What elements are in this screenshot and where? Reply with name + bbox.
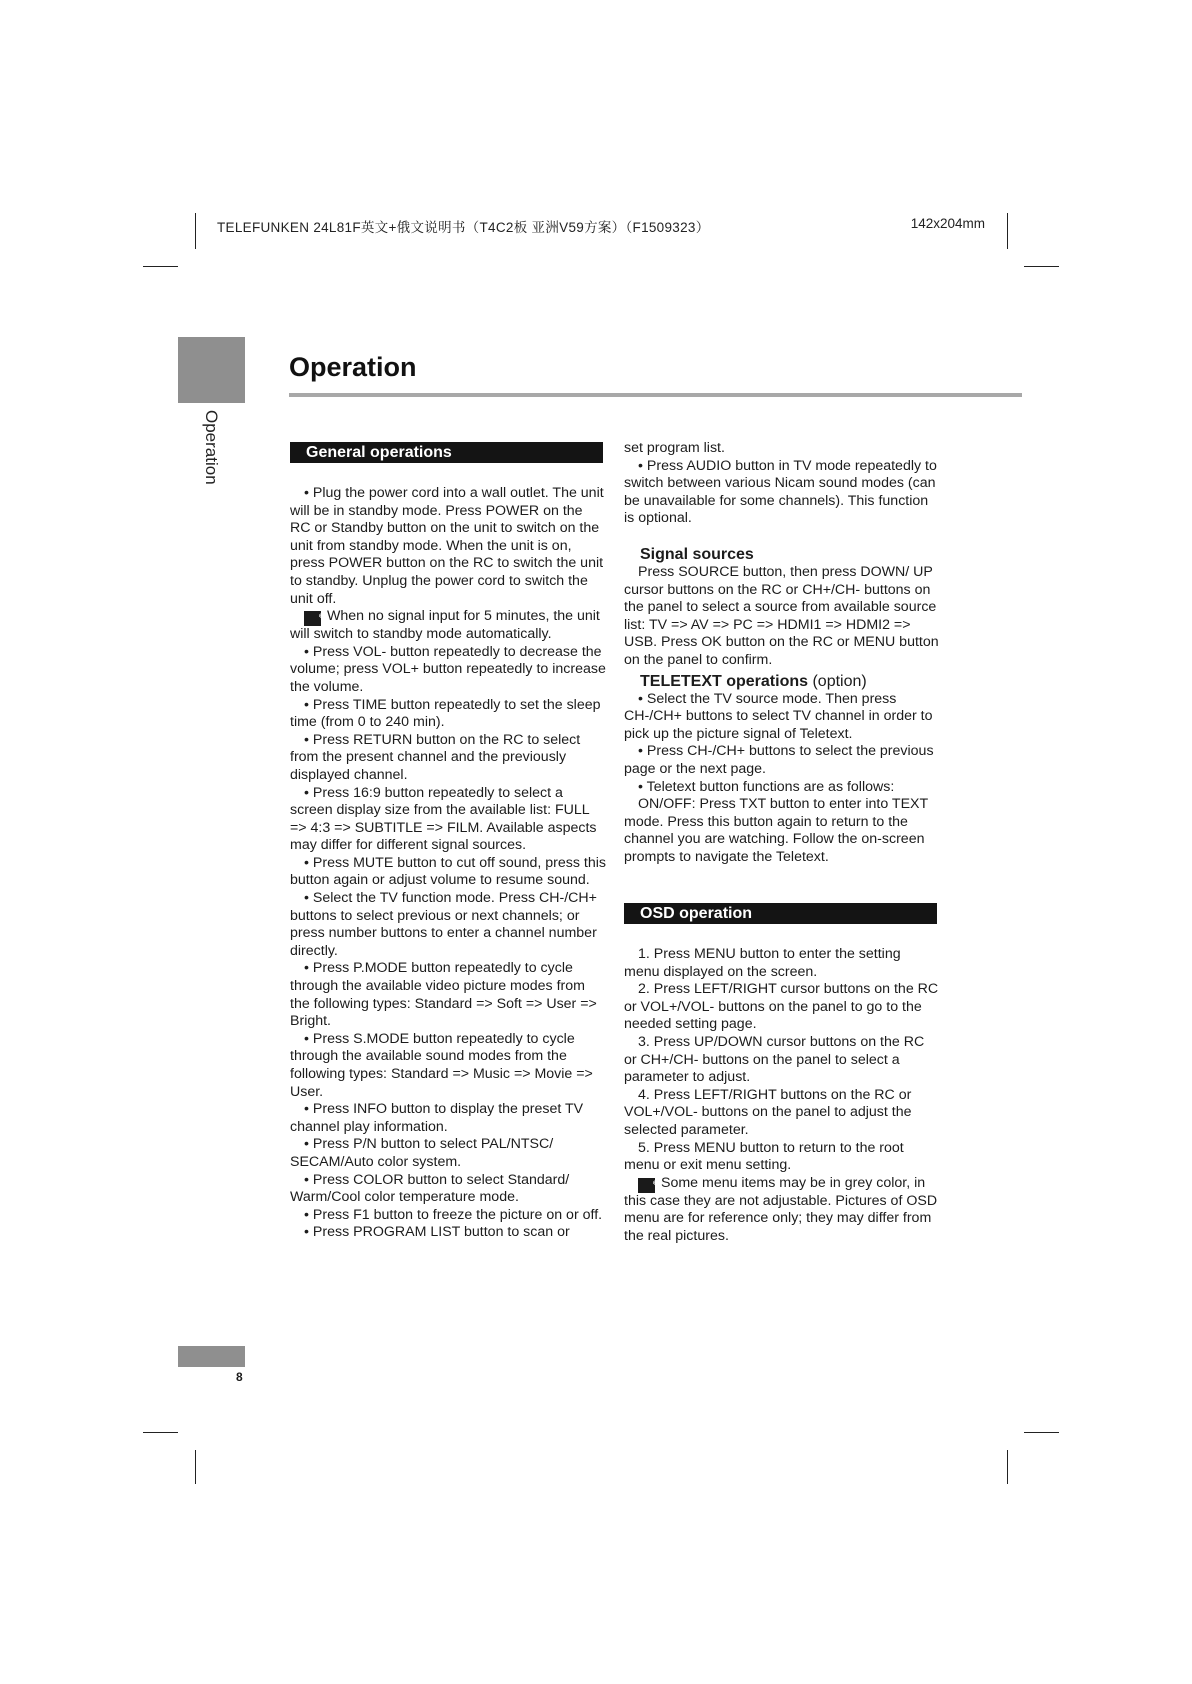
right-column-top: [624, 440, 940, 866]
signal-sources-heading: Signal sources: [640, 545, 754, 563]
teletext-para-3: ON/OFF: Press TXT button to enter into TEXT mode. Press this button again to return to the channel you are watching. Follow the on-screen prompts to navigate the Teletext.: [624, 796, 928, 865]
osd-step-3: 3. Press UP/DOWN cursor buttons on the RC or CH+/CH- buttons on the panel to select a parameter to adjust.: [624, 1033, 925, 1086]
general-note: [290, 608, 606, 644]
page-number-tab: [178, 1346, 245, 1367]
title-rule: [289, 393, 1022, 397]
general-para-6: • Press MUTE button to cut off sound, press this button again or adjust volume to resume sound.: [290, 854, 606, 889]
general-para-11: • Press P/N button to select PAL/NTSC/ SECAM/Auto color system.: [290, 1136, 554, 1170]
crop-mark-top-right-h: [1024, 266, 1059, 267]
general-para-10: • Press INFO button to display the preset TV channel play information.: [290, 1101, 584, 1135]
section-tab-block: [178, 337, 245, 403]
osd-step-4: 4. Press LEFT/RIGHT buttons on the RC or VOL+/VOL- buttons on the panel to adjust the selected parameter.: [624, 1086, 912, 1138]
side-section-label: [178, 410, 245, 500]
osd-step-1: 1. Press MENU button to enter the setting menu displayed on the screen.: [624, 946, 901, 980]
osd-step-5: 5. Press MENU button to return to the root menu or exit menu setting.: [624, 1139, 904, 1174]
general-para-14: • Press PROGRAM LIST button to scan or: [304, 1224, 570, 1241]
osd-operation-body: [624, 946, 940, 1246]
general-operations-heading: General operations: [290, 442, 603, 463]
general-para-13: • Press F1 button to freeze the picture on or off.: [304, 1206, 603, 1223]
general-para-8: • Press P.MODE button repeatedly to cycle through the available video picture modes from the following types: Standard => Soft => User => Bright.: [290, 960, 597, 1030]
general-operations-body: [290, 485, 606, 1242]
general-para-12: • Press COLOR button to select Standard/ Warm/Cool color temperature mode.: [290, 1171, 570, 1206]
doc-header-size: 142x204mm: [910, 216, 985, 231]
osd-note: [624, 1175, 940, 1246]
crop-mark-top-left-h: [143, 266, 178, 267]
osd-step-2: 2. Press LEFT/RIGHT cursor buttons on the RC or VOL+/VOL- buttons on the panel to go to the needed setting page.: [624, 981, 939, 1033]
general-continued: set program list.: [624, 440, 725, 456]
signal-sources-text: Press SOURCE button, then press DOWN/ UP cursor buttons on the RC or CH+/CH- buttons on the panel to select a source from available source list: TV => AV => PC => HDMI1 => HDMI2 => USB. Press OK button on the RC or MENU button on the panel to confirm.: [624, 563, 939, 668]
note-pen-icon: ✎: [304, 611, 321, 626]
teletext-para-0: • Select the TV source mode. Then press CH-/CH+ buttons to select TV channel in order to pick up the picture signal of Teletext.: [624, 690, 933, 742]
osd-note-text: Some menu items may be in grey color, in this case they are not adjustable. Pictures of OSD menu are for reference only; they may differ from the real pictures.: [624, 1174, 938, 1244]
general-para-3: • Press TIME button repeatedly to set the sleep time (from 0 to 240 min).: [290, 696, 601, 731]
general-para-2: • Press VOL- button repeatedly to decrease the volume; press VOL+ button repeatedly to increase the volume.: [290, 643, 606, 695]
crop-mark-bottom-left-v: [195, 1450, 196, 1484]
note-pen-icon: ✎: [638, 1178, 655, 1193]
teletext-para-2: • Teletext button functions are as follows:: [638, 778, 895, 795]
teletext-heading-text: TELETEXT operations: [640, 672, 809, 690]
page-number: 8: [236, 1370, 243, 1384]
general-para-4: • Press RETURN button on the RC to select from the present channel and the previously displayed channel.: [290, 731, 581, 783]
crop-mark-bottom-right-h: [1024, 1432, 1059, 1433]
general-note-text: When no signal input for 5 minutes, the unit will switch to standby mode automatically.: [290, 608, 600, 643]
teletext-heading: [624, 672, 940, 691]
page-title: Operation: [289, 352, 417, 382]
general-para-5: • Press 16:9 button repeatedly to select a screen display size from the available list: FULL => 4:3 => SUBTITLE => FILM. Available aspects may differ for different signal sources.: [290, 784, 597, 854]
general-para-7: • Select the TV function mode. Press CH-/CH+ buttons to select previous or next channels; or press number buttons to enter a channel number directly.: [290, 890, 597, 959]
crop-mark-top-left-v: [195, 213, 196, 249]
general-para-9: • Press S.MODE button repeatedly to cycle through the available sound modes from the following types: Standard => Music => Movie => User.: [290, 1030, 593, 1100]
crop-mark-top-right-v: [1007, 213, 1008, 249]
teletext-heading-option: (option): [812, 672, 867, 690]
general-audio: • Press AUDIO button in TV mode repeatedly to switch between various Nicam sound modes (can be unavailable for some channels). This function is optional.: [624, 457, 937, 527]
teletext-para-1: • Press CH-/CH+ buttons to select the previous page or the next page.: [624, 743, 934, 777]
doc-header-info: TELEFUNKEN 24L81F英文+俄文说明书（T4C2板 亚洲V59方案）（F1509323）: [217, 220, 710, 235]
side-section-label-text: Operation: [202, 410, 221, 485]
crop-mark-bottom-left-h: [143, 1432, 178, 1433]
crop-mark-bottom-right-v: [1007, 1450, 1008, 1484]
general-para-0: • Plug the power cord into a wall outlet. The unit will be in standby mode. Press POWER on the RC or Standby button on the unit to switch on the unit from standby mode. When the unit is on, press POWER button on the RC to switch the unit to standby. Unplug the power cord to switch the unit off.: [290, 485, 604, 607]
osd-operation-heading: OSD operation: [624, 903, 937, 924]
